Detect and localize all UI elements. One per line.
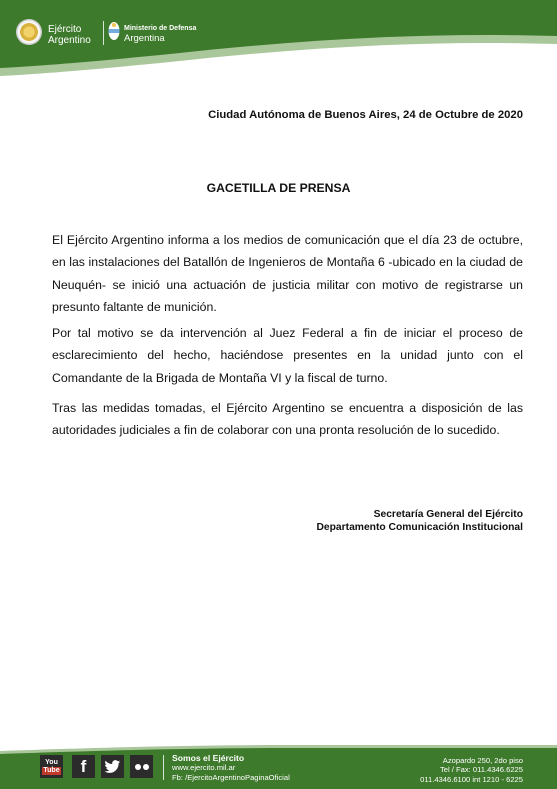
footer-phone-1: Tel / Fax: 011.4346.6225 bbox=[439, 765, 523, 775]
argentina-line: Argentina bbox=[124, 33, 165, 44]
national-shield-icon bbox=[108, 21, 120, 41]
facebook-glyph: f bbox=[80, 756, 87, 776]
ministerio-line: Ministerio de Defensa bbox=[124, 25, 197, 32]
flickr-dot-2 bbox=[143, 764, 149, 770]
header-divider bbox=[103, 21, 104, 45]
youtube-icon[interactable] bbox=[40, 755, 63, 778]
twitter-bird-shape bbox=[104, 760, 121, 774]
youtube-top-text: You bbox=[45, 758, 58, 766]
youtube-bottom-text: Tube bbox=[43, 766, 60, 774]
ejercito-argentino-wordmark bbox=[48, 24, 91, 46]
document-title: GACETILLA DE PRENSA bbox=[206, 181, 351, 195]
signature-block bbox=[316, 508, 523, 534]
ministerio-defensa-wordmark bbox=[124, 24, 196, 44]
footer-contact-web bbox=[172, 754, 290, 782]
footer-facebook-link[interactable]: Fb: /EjercitoArgentinoPaginaOficial bbox=[172, 772, 290, 782]
ejercito-argentino-logo bbox=[16, 19, 42, 45]
footer-website-link[interactable]: www.ejercito.mil.ar bbox=[172, 763, 236, 773]
paragraph-3: Tras las medidas tomadas, el Ejército Argentino se encuentra a disposición de las autoridades judiciales a fin de colaborar con una pronta resolución de lo sucedido. bbox=[52, 401, 523, 438]
flickr-dot-1 bbox=[135, 764, 141, 770]
signature-line-1: Secretaría General del Ejército bbox=[373, 509, 523, 520]
facebook-icon[interactable] bbox=[72, 755, 95, 778]
letterhead-header bbox=[0, 0, 557, 78]
footer-divider bbox=[163, 755, 164, 780]
footer-address: Azopardo 250, 2do piso bbox=[442, 756, 523, 765]
flickr-icon[interactable] bbox=[130, 755, 153, 778]
paragraph-2: Por tal motivo se da intervención al Juez Federal a fin de iniciar el proceso de esclarecimiento del hecho, haciéndose presentes en la unidad junto con el Comandante de la Brigada de Montaña VI y la fiscal de turno. bbox=[52, 326, 523, 385]
footer-contact-address bbox=[420, 756, 523, 784]
footer-slogan: Somos el Ejército bbox=[172, 753, 245, 763]
date-line: Ciudad Autónoma de Buenos Aires, 24 de Octubre de 2020 bbox=[208, 109, 523, 121]
footer-phone-2: 011.4346.6100 int 1210 - 6225 bbox=[420, 774, 523, 784]
ejercito-line: Ejército bbox=[48, 24, 82, 35]
argentino-line: Argentino bbox=[48, 35, 91, 46]
letterhead-footer bbox=[0, 745, 557, 789]
paragraph-1: El Ejército Argentino informa a los medios de comunicación que el día 23 de octubre, en las instalaciones del Batallón de Ingenieros de Montaña 6 -ubicado en la ciudad de Neuquén- se inició una actuación de justicia militar con motivo de registrarse un presunto faltante de munición. bbox=[52, 233, 523, 315]
signature-line-2: Departamento Comunicación Institucional bbox=[316, 522, 523, 533]
twitter-icon[interactable] bbox=[101, 755, 124, 778]
